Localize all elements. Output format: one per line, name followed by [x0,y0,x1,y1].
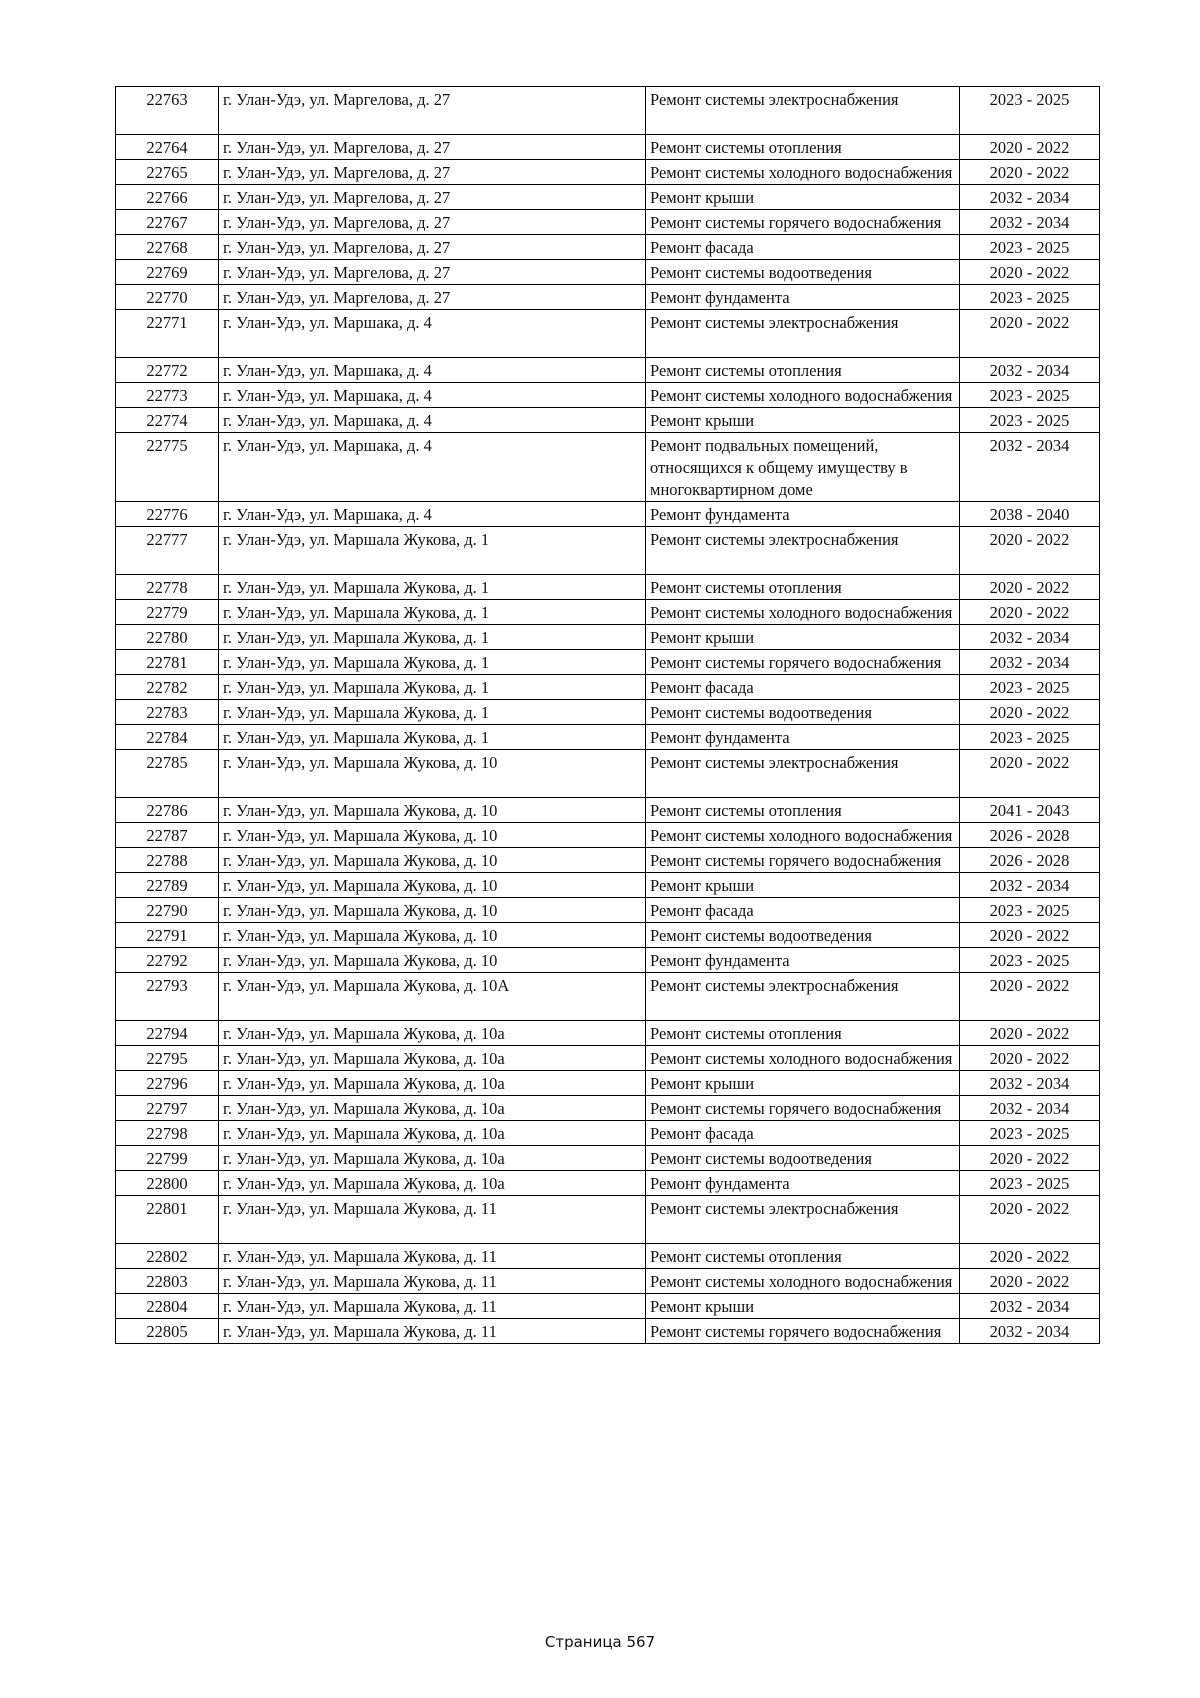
address-cell: г. Улан-Удэ, ул. Маршала Жукова, д. 10 [219,798,646,823]
row-number: 22775 [116,433,219,502]
work-type-cell: Ремонт системы отопления [646,1244,960,1269]
address-cell: г. Улан-Удэ, ул. Маршала Жукова, д. 10 [219,848,646,873]
table-row [116,502,1100,527]
address-cell: г. Улан-Удэ, ул. Маршака, д. 4 [219,358,646,383]
row-number: 22765 [116,160,219,185]
period-cell: 2020 - 2022 [960,1269,1100,1294]
work-type-cell: Ремонт подвальных помещений, относящихся к общему имуществу в многоквартирном доме [646,433,960,502]
row-number: 22792 [116,948,219,973]
address-cell: г. Улан-Удэ, ул. Маргелова, д. 27 [219,160,646,185]
table-row [116,358,1100,383]
table-row [116,260,1100,285]
table-row [116,285,1100,310]
period-cell: 2032 - 2034 [960,433,1100,502]
address-cell: г. Улан-Удэ, ул. Маршала Жукова, д. 11 [219,1196,646,1244]
row-number: 22764 [116,135,219,160]
address-cell: г. Улан-Удэ, ул. Маргелова, д. 27 [219,210,646,235]
work-type-cell: Ремонт фундамента [646,502,960,527]
table-row [116,1121,1100,1146]
table-body [116,87,1100,1344]
work-type-cell: Ремонт системы горячего водоснабжения [646,1096,960,1121]
row-number: 22787 [116,823,219,848]
period-cell: 2032 - 2034 [960,1071,1100,1096]
work-type-cell: Ремонт системы электроснабжения [646,87,960,135]
row-number: 22799 [116,1146,219,1171]
table-row [116,973,1100,1021]
work-type-cell: Ремонт системы водоотведения [646,260,960,285]
row-number: 22794 [116,1021,219,1046]
work-type-cell: Ремонт системы электроснабжения [646,527,960,575]
address-cell: г. Улан-Удэ, ул. Маршала Жукова, д. 1 [219,650,646,675]
row-number: 22777 [116,527,219,575]
table-row [116,798,1100,823]
page-number: Страница 567 [544,1633,656,1651]
period-cell: 2023 - 2025 [960,285,1100,310]
table-row [116,750,1100,798]
table-row [116,1021,1100,1046]
address-cell: г. Улан-Удэ, ул. Маргелова, д. 27 [219,285,646,310]
period-cell: 2041 - 2043 [960,798,1100,823]
period-cell: 2023 - 2025 [960,898,1100,923]
row-number: 22797 [116,1096,219,1121]
address-cell: г. Улан-Удэ, ул. Маршала Жукова, д. 10А [219,973,646,1021]
row-number: 22798 [116,1121,219,1146]
work-type-cell: Ремонт крыши [646,625,960,650]
table-row [116,433,1100,502]
table-row [116,848,1100,873]
row-number: 22786 [116,798,219,823]
address-cell: г. Улан-Удэ, ул. Маршала Жукова, д. 10а [219,1096,646,1121]
capital-repair-table [115,86,1100,1344]
work-type-cell: Ремонт системы холодного водоснабжения [646,823,960,848]
work-type-cell: Ремонт системы водоотведения [646,1146,960,1171]
address-cell: г. Улан-Удэ, ул. Маршала Жукова, д. 11 [219,1269,646,1294]
address-cell: г. Улан-Удэ, ул. Маргелова, д. 27 [219,185,646,210]
period-cell: 2020 - 2022 [960,750,1100,798]
table-row [116,823,1100,848]
work-type-cell: Ремонт системы электроснабжения [646,1196,960,1244]
work-type-cell: Ремонт системы холодного водоснабжения [646,383,960,408]
work-type-cell: Ремонт системы электроснабжения [646,750,960,798]
work-type-cell: Ремонт системы горячего водоснабжения [646,848,960,873]
period-cell: 2023 - 2025 [960,1171,1100,1196]
table-row [116,1269,1100,1294]
address-cell: г. Улан-Удэ, ул. Маршала Жукова, д. 11 [219,1244,646,1269]
work-type-cell: Ремонт системы водоотведения [646,700,960,725]
work-type-cell: Ремонт фасада [646,1121,960,1146]
table-row [116,948,1100,973]
row-number: 22771 [116,310,219,358]
table-row [116,873,1100,898]
period-cell: 2023 - 2025 [960,948,1100,973]
period-cell: 2023 - 2025 [960,675,1100,700]
period-cell: 2020 - 2022 [960,973,1100,1021]
table-row [116,1146,1100,1171]
row-number: 22772 [116,358,219,383]
table-row [116,575,1100,600]
work-type-cell: Ремонт системы холодного водоснабжения [646,600,960,625]
work-type-cell: Ремонт системы электроснабжения [646,973,960,1021]
period-cell: 2023 - 2025 [960,1121,1100,1146]
table-row [116,600,1100,625]
period-cell: 2020 - 2022 [960,600,1100,625]
work-type-cell: Ремонт системы горячего водоснабжения [646,1319,960,1344]
table-row [116,310,1100,358]
period-cell: 2032 - 2034 [960,210,1100,235]
address-cell: г. Улан-Удэ, ул. Маршака, д. 4 [219,310,646,358]
row-number: 22781 [116,650,219,675]
period-cell: 2026 - 2028 [960,848,1100,873]
period-cell: 2032 - 2034 [960,1319,1100,1344]
address-cell: г. Улан-Удэ, ул. Маршала Жукова, д. 10а [219,1071,646,1096]
address-cell: г. Улан-Удэ, ул. Маршала Жукова, д. 10а [219,1146,646,1171]
table-row [116,1171,1100,1196]
address-cell: г. Улан-Удэ, ул. Маршала Жукова, д. 11 [219,1319,646,1344]
row-number: 22790 [116,898,219,923]
table-row [116,898,1100,923]
work-type-cell: Ремонт системы отопления [646,1021,960,1046]
work-type-cell: Ремонт фундамента [646,1171,960,1196]
row-number: 22802 [116,1244,219,1269]
address-cell: г. Улан-Удэ, ул. Маршала Жукова, д. 1 [219,675,646,700]
work-type-cell: Ремонт системы отопления [646,358,960,383]
work-type-cell: Ремонт фундамента [646,948,960,973]
address-cell: г. Улан-Удэ, ул. Маршала Жукова, д. 1 [219,527,646,575]
work-type-cell: Ремонт системы холодного водоснабжения [646,1046,960,1071]
period-cell: 2023 - 2025 [960,383,1100,408]
work-type-cell: Ремонт крыши [646,1294,960,1319]
period-cell: 2020 - 2022 [960,160,1100,185]
work-type-cell: Ремонт системы горячего водоснабжения [646,210,960,235]
period-cell: 2020 - 2022 [960,1046,1100,1071]
address-cell: г. Улан-Удэ, ул. Маршала Жукова, д. 10 [219,923,646,948]
work-type-cell: Ремонт крыши [646,873,960,898]
row-number: 22791 [116,923,219,948]
address-cell: г. Улан-Удэ, ул. Маршака, д. 4 [219,433,646,502]
table-row [116,625,1100,650]
period-cell: 2023 - 2025 [960,87,1100,135]
table-row [116,1196,1100,1244]
row-number: 22768 [116,235,219,260]
table-row [116,210,1100,235]
period-cell: 2032 - 2034 [960,1096,1100,1121]
row-number: 22779 [116,600,219,625]
period-cell: 2020 - 2022 [960,260,1100,285]
address-cell: г. Улан-Удэ, ул. Маршала Жукова, д. 10а [219,1171,646,1196]
period-cell: 2026 - 2028 [960,823,1100,848]
period-cell: 2023 - 2025 [960,408,1100,433]
period-cell: 2038 - 2040 [960,502,1100,527]
period-cell: 2020 - 2022 [960,310,1100,358]
table-row [116,235,1100,260]
work-type-cell: Ремонт системы отопления [646,575,960,600]
address-cell: г. Улан-Удэ, ул. Маршала Жукова, д. 10а [219,1046,646,1071]
address-cell: г. Улан-Удэ, ул. Маршала Жукова, д. 1 [219,625,646,650]
period-cell: 2020 - 2022 [960,1244,1100,1269]
address-cell: г. Улан-Удэ, ул. Маршала Жукова, д. 10а [219,1121,646,1146]
row-number: 22773 [116,383,219,408]
table-row [116,1244,1100,1269]
row-number: 22796 [116,1071,219,1096]
row-number: 22784 [116,725,219,750]
work-type-cell: Ремонт системы холодного водоснабжения [646,160,960,185]
row-number: 22767 [116,210,219,235]
table-row [116,160,1100,185]
row-number: 22763 [116,87,219,135]
period-cell: 2032 - 2034 [960,873,1100,898]
row-number: 22778 [116,575,219,600]
address-cell: г. Улан-Удэ, ул. Маршала Жукова, д. 1 [219,725,646,750]
address-cell: г. Улан-Удэ, ул. Маршала Жукова, д. 1 [219,600,646,625]
period-cell: 2020 - 2022 [960,575,1100,600]
table-row [116,408,1100,433]
period-cell: 2020 - 2022 [960,1196,1100,1244]
address-cell: г. Улан-Удэ, ул. Маршала Жукова, д. 10 [219,948,646,973]
address-cell: г. Улан-Удэ, ул. Маршака, д. 4 [219,383,646,408]
row-number: 22774 [116,408,219,433]
table-row [116,725,1100,750]
row-number: 22801 [116,1196,219,1244]
address-cell: г. Улан-Удэ, ул. Маршала Жукова, д. 1 [219,575,646,600]
row-number: 22803 [116,1269,219,1294]
period-cell: 2032 - 2034 [960,358,1100,383]
work-type-cell: Ремонт фундамента [646,285,960,310]
period-cell: 2032 - 2034 [960,625,1100,650]
period-cell: 2023 - 2025 [960,235,1100,260]
address-cell: г. Улан-Удэ, ул. Маршала Жукова, д. 1 [219,700,646,725]
table-row [116,650,1100,675]
table-row [116,135,1100,160]
period-cell: 2020 - 2022 [960,135,1100,160]
address-cell: г. Улан-Удэ, ул. Маргелова, д. 27 [219,87,646,135]
work-type-cell: Ремонт системы водоотведения [646,923,960,948]
work-type-cell: Ремонт системы холодного водоснабжения [646,1269,960,1294]
period-cell: 2020 - 2022 [960,700,1100,725]
period-cell: 2020 - 2022 [960,923,1100,948]
work-type-cell: Ремонт фасада [646,675,960,700]
period-cell: 2032 - 2034 [960,650,1100,675]
work-type-cell: Ремонт фундамента [646,725,960,750]
table-row [116,383,1100,408]
table-row [116,1319,1100,1344]
table-row [116,1071,1100,1096]
row-number: 22770 [116,285,219,310]
address-cell: г. Улан-Удэ, ул. Маршала Жукова, д. 10 [219,873,646,898]
table-row [116,675,1100,700]
address-cell: г. Улан-Удэ, ул. Маршала Жукова, д. 10а [219,1021,646,1046]
period-cell: 2032 - 2034 [960,185,1100,210]
address-cell: г. Улан-Удэ, ул. Маргелова, д. 27 [219,235,646,260]
table-row [116,185,1100,210]
work-type-cell: Ремонт системы электроснабжения [646,310,960,358]
row-number: 22766 [116,185,219,210]
address-cell: г. Улан-Удэ, ул. Маршака, д. 4 [219,408,646,433]
period-cell: 2020 - 2022 [960,527,1100,575]
address-cell: г. Улан-Удэ, ул. Маршала Жукова, д. 11 [219,1294,646,1319]
address-cell: г. Улан-Удэ, ул. Маршала Жукова, д. 10 [219,898,646,923]
address-cell: г. Улан-Удэ, ул. Маршака, д. 4 [219,502,646,527]
table-row [116,87,1100,135]
row-number: 22780 [116,625,219,650]
row-number: 22800 [116,1171,219,1196]
period-cell: 2020 - 2022 [960,1146,1100,1171]
row-number: 22804 [116,1294,219,1319]
row-number: 22805 [116,1319,219,1344]
address-cell: г. Улан-Удэ, ул. Маршала Жукова, д. 10 [219,823,646,848]
table-row [116,527,1100,575]
row-number: 22789 [116,873,219,898]
work-type-cell: Ремонт системы отопления [646,798,960,823]
work-type-cell: Ремонт крыши [646,1071,960,1096]
table-row [116,923,1100,948]
row-number: 22769 [116,260,219,285]
work-type-cell: Ремонт фасада [646,235,960,260]
period-cell: 2020 - 2022 [960,1021,1100,1046]
work-type-cell: Ремонт крыши [646,408,960,433]
row-number: 22776 [116,502,219,527]
row-number: 22795 [116,1046,219,1071]
work-type-cell: Ремонт системы горячего водоснабжения [646,650,960,675]
table-row [116,700,1100,725]
row-number: 22788 [116,848,219,873]
address-cell: г. Улан-Удэ, ул. Маршала Жукова, д. 10 [219,750,646,798]
row-number: 22782 [116,675,219,700]
address-cell: г. Улан-Удэ, ул. Маргелова, д. 27 [219,135,646,160]
period-cell: 2032 - 2034 [960,1294,1100,1319]
work-type-cell: Ремонт фасада [646,898,960,923]
period-cell: 2023 - 2025 [960,725,1100,750]
work-type-cell: Ремонт системы отопления [646,135,960,160]
row-number: 22783 [116,700,219,725]
table-row [116,1046,1100,1071]
table-row [116,1294,1100,1319]
row-number: 22793 [116,973,219,1021]
row-number: 22785 [116,750,219,798]
table-row [116,1096,1100,1121]
work-type-cell: Ремонт крыши [646,185,960,210]
address-cell: г. Улан-Удэ, ул. Маргелова, д. 27 [219,260,646,285]
